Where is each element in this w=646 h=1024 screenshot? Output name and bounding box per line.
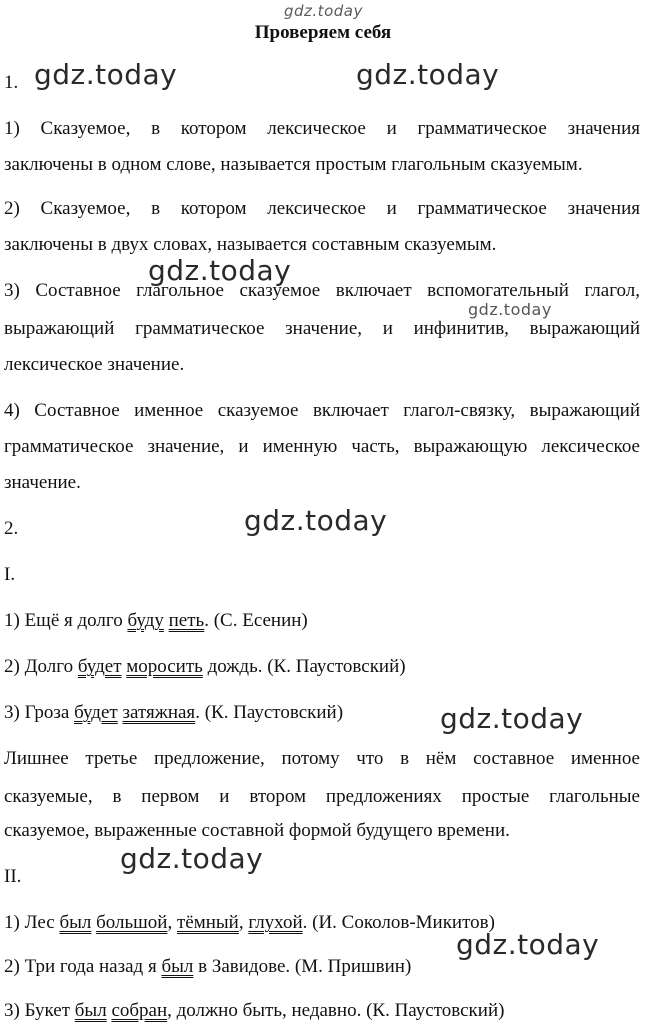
watermark: gdz.today bbox=[440, 702, 584, 735]
sentence-text: дождь. (К. Паустовский) bbox=[202, 656, 406, 677]
sentence-text: 3) Гроза bbox=[4, 702, 75, 723]
watermark: gdz.today bbox=[468, 300, 552, 319]
sentence-text: в Завидове. (М. Пришвин) bbox=[193, 956, 412, 977]
sentence-text: , bbox=[167, 912, 177, 933]
predicate-word: собран bbox=[111, 1000, 168, 1021]
sentence-text: 1) Лес bbox=[4, 912, 60, 933]
answer-line: грамматическое значение, и именную часть, выражающую лексическое bbox=[4, 436, 640, 457]
watermark: gdz.today bbox=[244, 504, 388, 537]
answer-line: значение. bbox=[4, 472, 81, 493]
explanation-line: сказуемые, в первом и втором предложениях простые глагольные bbox=[4, 786, 640, 807]
sentence-text: 2) Три года назад я bbox=[4, 956, 162, 977]
sentence-text: . (И. Соколов-Микитов) bbox=[302, 912, 495, 933]
predicate-word: был bbox=[161, 956, 194, 977]
sentence-text: , должно быть, недавно. (К. Паустовский) bbox=[167, 1000, 505, 1021]
sentence-text: 2) Долго bbox=[4, 656, 78, 677]
predicate-word: петь bbox=[168, 610, 205, 631]
answer-line: лексическое значение. bbox=[4, 354, 185, 375]
answer-line: 2) Сказуемое, в котором лексическое и грамматическое значения bbox=[4, 198, 640, 219]
section-number: 2. bbox=[4, 518, 19, 539]
example-sentence bbox=[4, 1000, 504, 1022]
page-title: Проверяем себя bbox=[254, 22, 392, 43]
sentence-text: , bbox=[238, 912, 249, 933]
watermark: gdz.today bbox=[356, 58, 500, 91]
sentence-text: . (С. Есенин) bbox=[204, 610, 308, 631]
watermark: gdz.today bbox=[148, 254, 292, 287]
predicate-word: был bbox=[59, 912, 92, 933]
predicate-word: моросить bbox=[126, 656, 203, 677]
explanation-line: сказуемое, выраженные составной формой будущего времени. bbox=[4, 820, 510, 841]
example-sentence bbox=[4, 656, 406, 678]
sentence-text: . (К. Паустовский) bbox=[195, 702, 344, 723]
predicate-word: тёмный bbox=[176, 912, 239, 933]
answer-line: 3) Составное глагольное сказуемое включает вспомогательный глагол, bbox=[4, 280, 640, 301]
watermark: gdz.today bbox=[120, 842, 264, 875]
predicate-word: был bbox=[74, 1000, 107, 1021]
watermark: gdz.today bbox=[456, 928, 600, 961]
answer-line: выражающий грамматическое значение, и инфинитив, выражающий bbox=[4, 318, 640, 339]
example-sentence bbox=[4, 610, 308, 632]
section-number: 1. bbox=[4, 72, 19, 93]
predicate-word: затяжная bbox=[122, 702, 196, 723]
answer-line: заключены в одном слове, называется простым глагольным сказуемым. bbox=[4, 154, 583, 175]
answer-line: 1) Сказуемое, в котором лексическое и грамматическое значения bbox=[4, 118, 640, 139]
sentence-text: 1) Ещё я долго bbox=[4, 610, 128, 631]
predicate-word: будет bbox=[77, 656, 122, 677]
sentence-text: 3) Букет bbox=[4, 1000, 75, 1021]
predicate-word: глухой bbox=[248, 912, 303, 933]
example-sentence bbox=[4, 912, 495, 934]
answer-line: 4) Составное именное сказуемое включает глагол-связку, выражающий bbox=[4, 400, 640, 421]
predicate-word: буду bbox=[127, 610, 164, 631]
example-sentence bbox=[4, 702, 343, 724]
part-label: I. bbox=[4, 564, 16, 585]
watermark-top: gdz.today bbox=[284, 2, 363, 20]
explanation-line: Лишнее третье предложение, потому что в нём составное именное bbox=[4, 748, 640, 769]
part-label: II. bbox=[4, 866, 22, 887]
example-sentence bbox=[4, 956, 411, 978]
watermark: gdz.today bbox=[34, 58, 178, 91]
predicate-word: будет bbox=[74, 702, 118, 723]
answer-line: заключены в двух словах, называется составным сказуемым. bbox=[4, 234, 497, 255]
predicate-word: большой bbox=[96, 912, 168, 933]
